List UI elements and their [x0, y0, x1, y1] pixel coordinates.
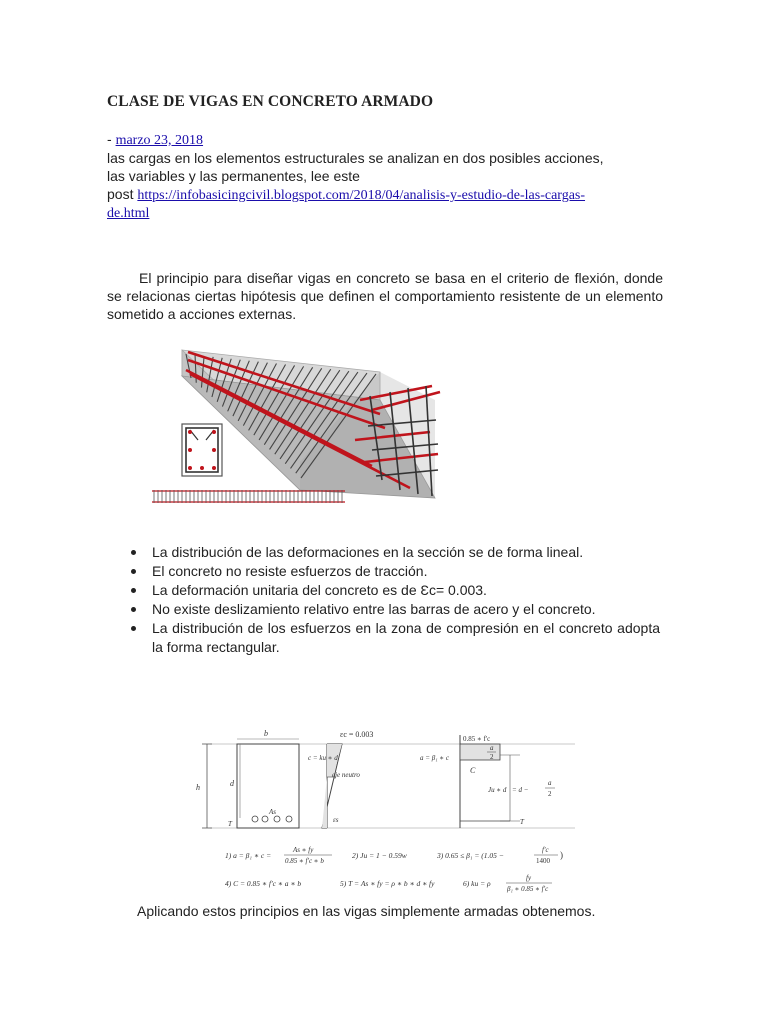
- h-label: h: [196, 783, 200, 792]
- t-force-label: T: [520, 818, 524, 826]
- a-half-den: 2: [490, 753, 494, 761]
- bullet-icon: [131, 607, 136, 612]
- cargas-link-cont[interactable]: de.html: [107, 206, 150, 221]
- d-label: d: [230, 779, 234, 788]
- bullet-icon: [131, 550, 136, 555]
- formula-1-num: As ∗ fy: [293, 846, 314, 854]
- bullet-icon: [131, 569, 136, 574]
- post-word: post: [107, 186, 138, 202]
- link-line: [107, 185, 585, 205]
- c-equation: c = ku ∗ d: [308, 754, 338, 762]
- neutral-axis-label: eje neutro: [332, 771, 360, 779]
- ec-label: εc = 0.003: [340, 730, 374, 739]
- jud-rhs: = d −: [512, 786, 529, 794]
- list-item-text: No existe deslizamiento relativo entre las barras de acero y el concreto.: [152, 601, 596, 617]
- list-item: [128, 562, 660, 581]
- list-item-text: La deformación unitaria del concreto es de Ɛc= 0.003.: [152, 582, 487, 598]
- formula-6-den: β₁ ∗ 0.85 ∗ f'c: [507, 885, 549, 893]
- a-half-num-2: a: [548, 779, 552, 787]
- principle-text: El principio para diseñar vigas en concreto se basa en el criterio de flexión, donde se relacionas ciertas hipótesis que definen el comportamiento resistente de un elemento sometido a acciones externas.: [107, 270, 663, 322]
- flexure-diagram: [190, 725, 585, 895]
- formula-1-den: 0.85 ∗ f'c ∗ b: [285, 857, 324, 865]
- a-half-num: a: [490, 744, 494, 752]
- es-label: εs: [333, 816, 339, 824]
- post-date-link[interactable]: marzo 23, 2018: [115, 133, 204, 148]
- list-item: [128, 600, 660, 619]
- intro-line-2: las variables y las permanentes, lee este: [107, 168, 360, 184]
- post-title: CLASE DE VIGAS EN CONCRETO ARMADO: [107, 93, 434, 110]
- list-item-text: La distribución de las deformaciones en la sección se de forma lineal.: [152, 544, 584, 560]
- formula-5: 5) T = As ∗ fy = ρ ∗ b ∗ d ∗ fy: [340, 879, 435, 888]
- bullet-icon: [131, 588, 136, 593]
- formula-6: 6) ku = ρ: [463, 879, 491, 888]
- formula-3-num: f'c: [542, 846, 549, 854]
- formula-6-num: fy: [526, 874, 532, 882]
- t-mark: T: [228, 820, 232, 828]
- b-label: b: [264, 729, 268, 738]
- as-label: As: [269, 808, 276, 816]
- beam-elevation-strip: [152, 490, 345, 503]
- link-line-2: [107, 203, 149, 223]
- date-prefix: -: [107, 131, 116, 147]
- intro-line-1: las cargas en los elementos estructurales se analizan en dos posibles acciones,: [107, 150, 604, 166]
- reinforced-beam-image: [150, 330, 450, 515]
- fc-label: 0.85 ∗ f'c: [463, 735, 491, 743]
- list-item-text: El concreto no resiste esfuerzos de tracción.: [152, 563, 428, 579]
- cargas-link[interactable]: https://infobasicingcivil.blogspot.com/2018/04/analisis-y-estudio-de-las-cargas-: [137, 188, 586, 203]
- formula-1: 1) a = β₁ ∗ c =: [225, 851, 272, 860]
- bullet-icon: [131, 626, 136, 631]
- list-item: [128, 543, 660, 562]
- formula-2: 2) Ju = 1 − 0.59w: [352, 851, 407, 860]
- section-detail: [182, 424, 222, 476]
- a-half-den-2: 2: [548, 790, 552, 798]
- principle-paragraph: [107, 269, 663, 323]
- jud-label: Ju ∗ d: [488, 786, 507, 794]
- formula-3-den: 1400: [536, 857, 550, 865]
- date-line: [107, 130, 203, 150]
- a-equation: a = β₁ ∗ c: [420, 754, 450, 762]
- hypotheses-list: [128, 543, 660, 657]
- c-force-label: C: [470, 766, 476, 775]
- list-item: [128, 581, 660, 600]
- formula-3-end: ): [560, 850, 563, 860]
- list-item: [128, 619, 660, 657]
- list-item-text: La distribución de los esfuerzos en la zona de compresión en el concreto adopta la forma rectangular.: [152, 620, 660, 655]
- formula-3: 3) 0.65 ≤ β₁ = (1.05 −: [437, 851, 504, 860]
- closing-sentence: Aplicando estos principios en las vigas simplemente armadas obtenemos.: [137, 903, 596, 919]
- formula-4: 4) C = 0.85 ∗ f'c ∗ a ∗ b: [225, 879, 302, 888]
